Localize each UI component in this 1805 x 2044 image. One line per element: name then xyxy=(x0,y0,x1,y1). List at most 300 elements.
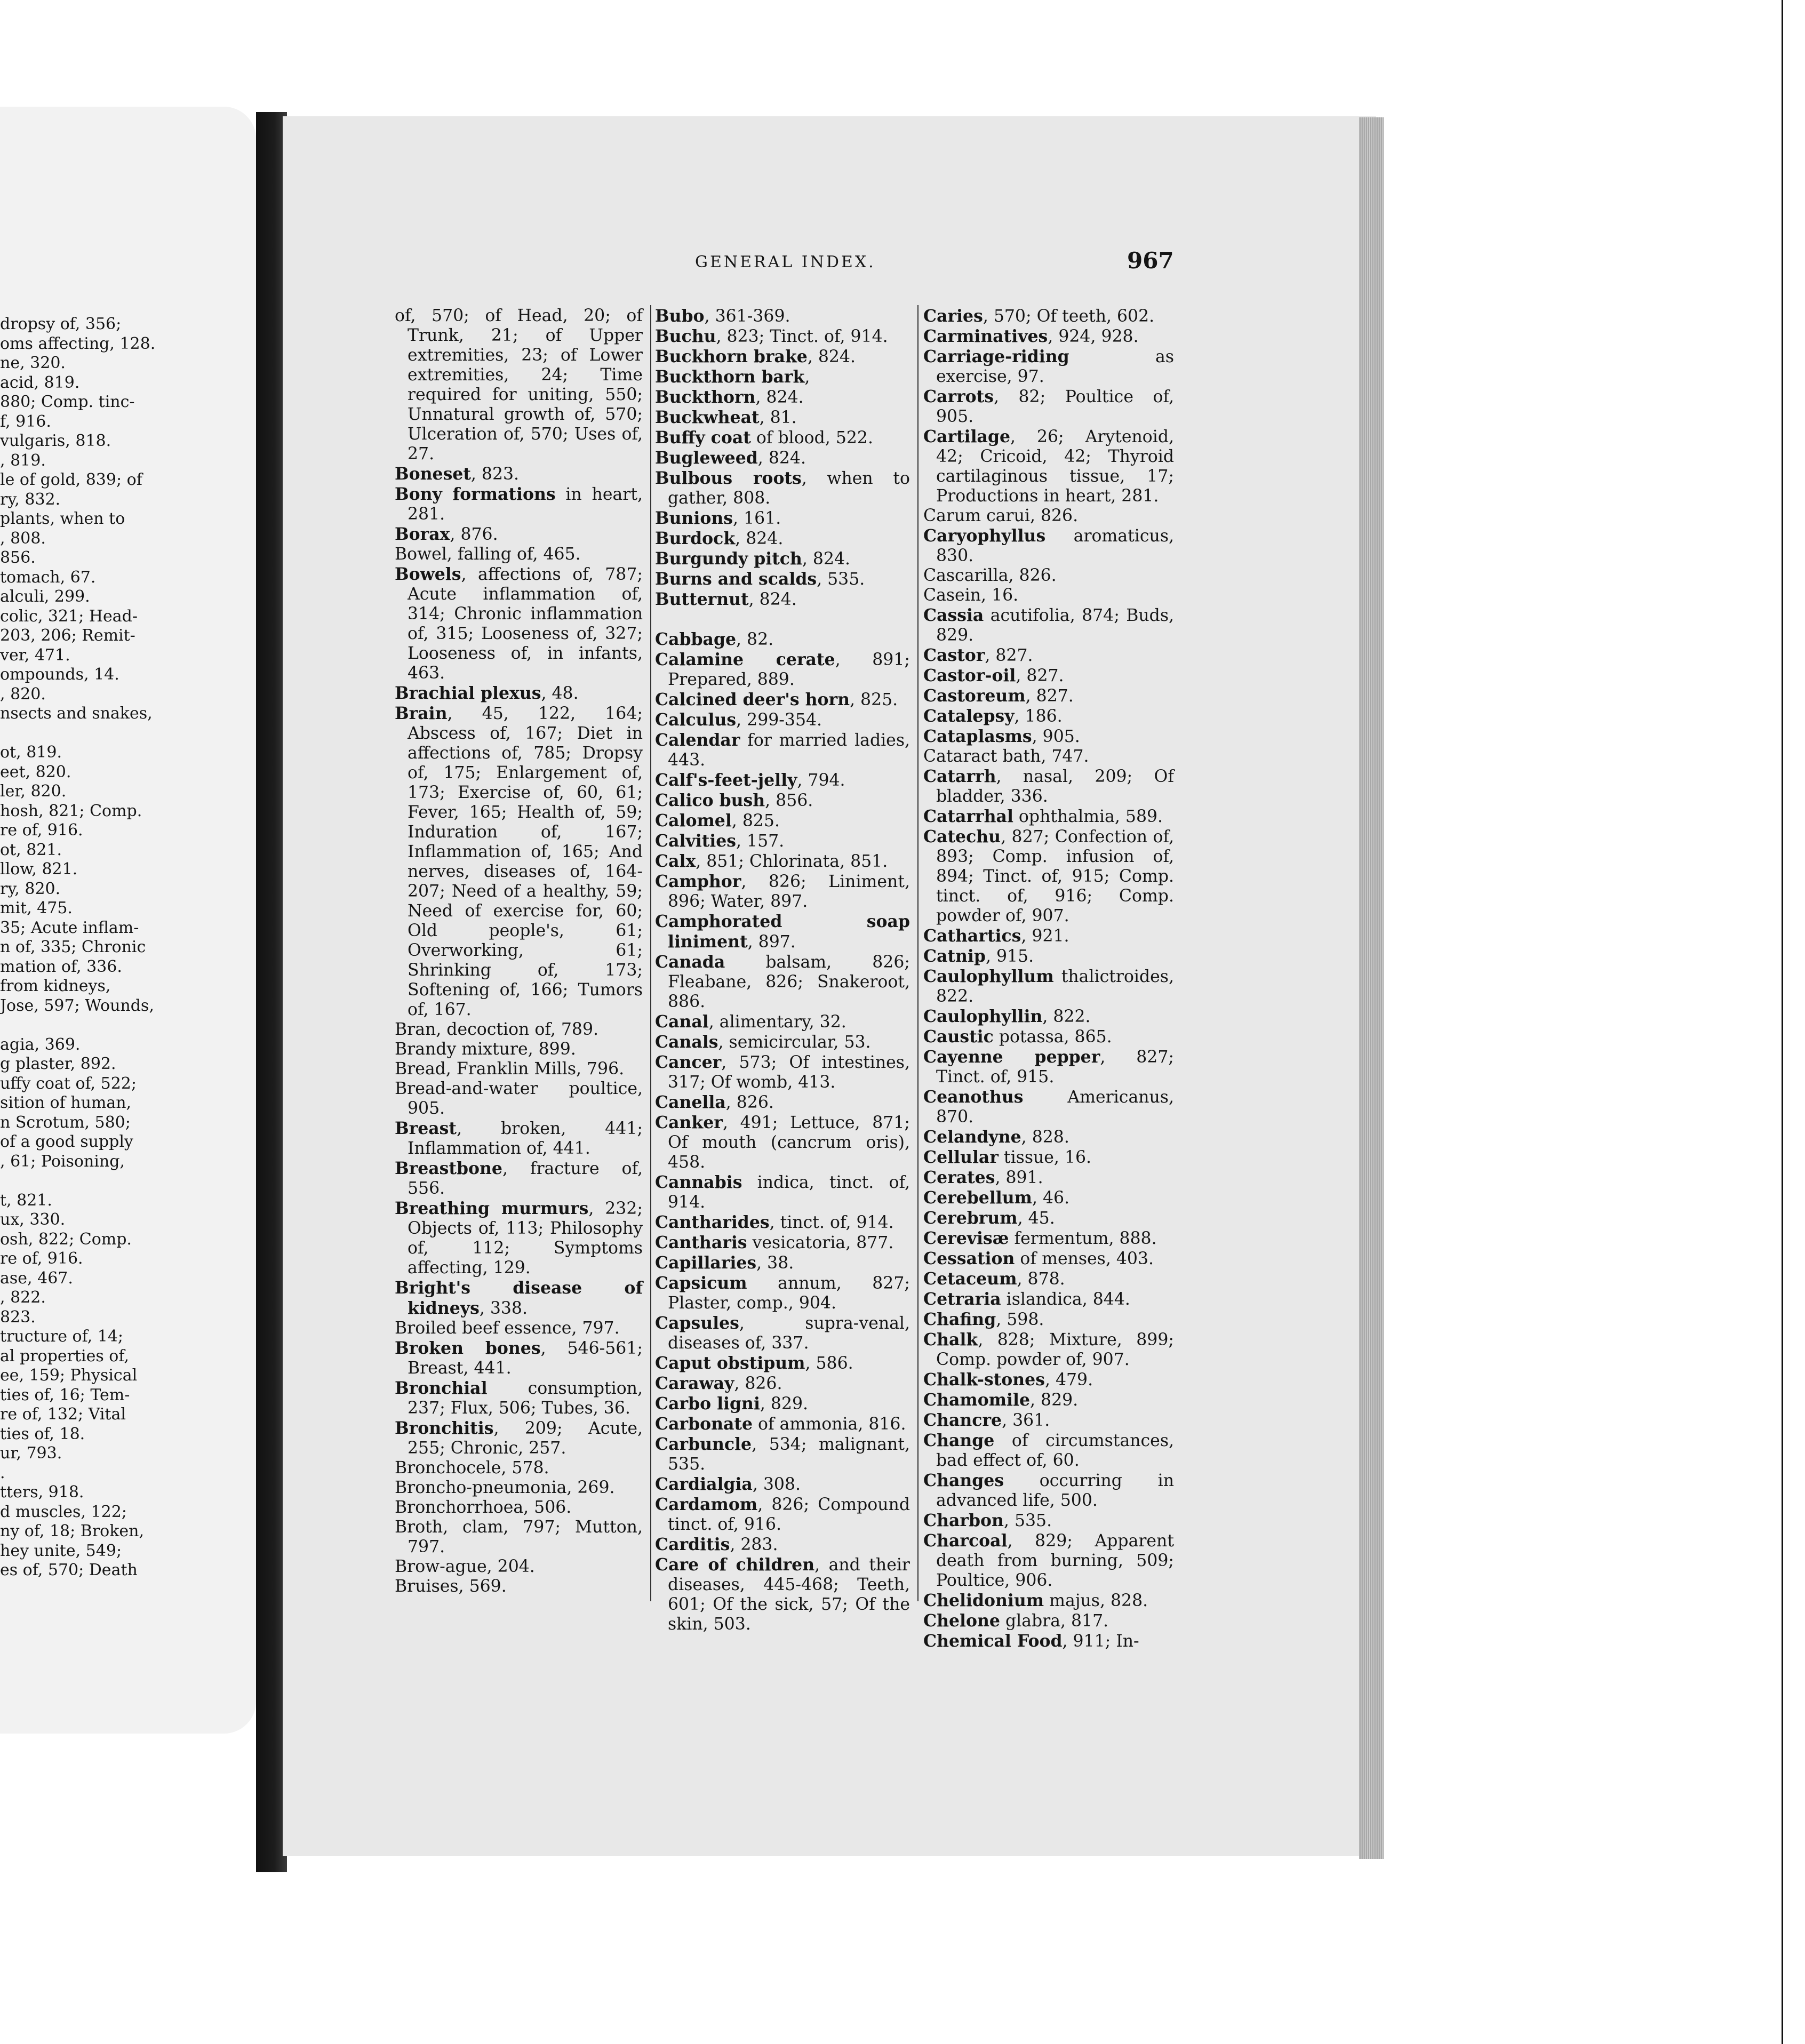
index-references: , 897. xyxy=(747,932,796,952)
index-entry xyxy=(923,1431,1174,1471)
index-entry xyxy=(923,645,1174,666)
index-references: , 161. xyxy=(733,509,781,528)
index-references: Broth, clam, 797; Mutton, 797. xyxy=(395,1518,643,1556)
index-heading: Caryophyllus xyxy=(923,526,1046,546)
index-references: of, 570; of Head, 20; of Trunk, 21; of Upper extremities, 23; of Lower extremities, 24; Time required for uniting, 550; Unnatural growth of, 570; Ulceration of, 570; Uses of, 27. xyxy=(395,306,643,464)
index-heading: Buckwheat xyxy=(655,408,760,427)
index-entry xyxy=(923,666,1174,686)
index-heading: Calomel xyxy=(655,811,732,831)
index-references: , nasal, 209; Of bladder, 336. xyxy=(936,767,1174,806)
index-heading: Catnip xyxy=(923,946,986,966)
index-entry xyxy=(655,1172,910,1212)
index-heading: Burdock xyxy=(655,529,736,548)
left-page-line: re of, 132; Vital xyxy=(0,1405,126,1424)
index-heading: Breathing murmurs xyxy=(395,1199,589,1218)
index-references: , 824. xyxy=(757,449,806,468)
index-references: , 823. xyxy=(470,465,520,484)
index-heading: Calculus xyxy=(655,710,737,730)
index-entry xyxy=(395,1338,643,1378)
index-references: , 828; Mixture, 899; Comp. powder of, 907. xyxy=(936,1330,1174,1369)
left-page-line: , 820. xyxy=(0,684,46,704)
left-page-line: ur, 793. xyxy=(0,1444,62,1463)
index-references: , 546-561; Breast, 441. xyxy=(408,1339,643,1378)
index-references: of menses, 403. xyxy=(1015,1249,1154,1268)
index-entry xyxy=(923,1289,1174,1310)
index-heading: Chafing xyxy=(923,1310,996,1329)
index-heading: Cardamom xyxy=(655,1495,758,1514)
left-page-line: . xyxy=(0,1463,5,1482)
left-page-line: plants, when to xyxy=(0,509,125,528)
left-page-line: ompounds, 14. xyxy=(0,665,119,684)
index-heading: Ceanothus xyxy=(923,1087,1024,1107)
index-heading: Bulbous roots xyxy=(655,468,802,488)
left-page-line: ot, 821. xyxy=(0,840,62,859)
index-heading: Butternut xyxy=(655,589,749,609)
index-references: , 794. xyxy=(797,771,845,790)
left-page-line: ny of, 18; Broken, xyxy=(0,1522,145,1540)
index-references: glabra, 817. xyxy=(1000,1611,1109,1631)
index-references: indica, tinct. of, 914. xyxy=(668,1173,910,1212)
index-references: , fracture of, 556. xyxy=(408,1159,643,1198)
index-references: Americanus, 870. xyxy=(936,1088,1174,1127)
index-references: , 283. xyxy=(730,1535,778,1554)
index-references: , 824. xyxy=(748,590,797,609)
index-references: , 828. xyxy=(1021,1128,1069,1147)
index-references: , 825. xyxy=(731,811,780,831)
index-heading: Care of children xyxy=(655,1555,815,1575)
index-references: , affections of, 787; Acute inflammation of, 314; Chronic inflammation of, 315; Looseness of, 327; Looseness of, in infants, 463. xyxy=(408,565,643,683)
index-references: Cascarilla, 826. xyxy=(923,566,1057,585)
left-page-line: tomach, 67. xyxy=(0,568,96,587)
index-entry xyxy=(655,387,910,408)
index-references: , 48. xyxy=(541,684,579,703)
index-references: potassa, 865. xyxy=(993,1027,1112,1047)
left-page-line: 35; Acute inflam- xyxy=(0,918,139,937)
index-entry xyxy=(655,1555,910,1634)
index-references: , 921. xyxy=(1021,927,1069,946)
left-page-line: sition of human, xyxy=(0,1093,132,1112)
index-entry xyxy=(655,1113,910,1172)
index-entry xyxy=(923,706,1174,726)
index-heading: Bright's disease of kidneys xyxy=(395,1278,643,1318)
index-references: Cataract bath, 747. xyxy=(923,747,1089,766)
index-entry xyxy=(655,508,910,529)
index-heading: Carditis xyxy=(655,1535,730,1554)
left-page-line xyxy=(0,724,176,744)
left-page-text xyxy=(0,315,176,1580)
left-page-line: ase, 467. xyxy=(0,1268,73,1288)
index-references: fermentum, 888. xyxy=(1009,1229,1157,1248)
index-heading: Carbonate xyxy=(655,1414,753,1434)
index-references: , 856. xyxy=(765,791,813,810)
index-references: , 827. xyxy=(1025,686,1074,706)
index-references: , 824. xyxy=(807,347,856,366)
left-page-line: , 808. xyxy=(0,529,46,548)
index-heading: Cetaceum xyxy=(923,1269,1017,1289)
index-heading: Carbo ligni xyxy=(655,1394,760,1414)
left-page-line: vulgaris, 818. xyxy=(0,432,111,450)
left-page-line: mit, 475. xyxy=(0,899,73,917)
index-heading: Bowels xyxy=(395,564,461,584)
index-entry xyxy=(655,448,910,468)
left-page-line: mation of, 336. xyxy=(0,957,122,976)
index-entry xyxy=(395,484,643,524)
index-references: , 829. xyxy=(1030,1391,1079,1410)
left-page-line: , 61; Poisoning, xyxy=(0,1152,125,1171)
index-entry xyxy=(655,347,910,367)
index-heading: Buffy coat xyxy=(655,428,751,448)
index-references: acutifolia, 874; Buds, 829. xyxy=(936,606,1174,645)
index-entry xyxy=(923,1611,1174,1631)
left-page-line: of a good supply xyxy=(0,1132,133,1151)
index-references: , 232; Objects of, 113; Philosophy of, 112; Symptoms affecting, 129. xyxy=(408,1199,643,1278)
index-heading: Caulophyllum xyxy=(923,967,1054,986)
left-page-line: g plaster, 892. xyxy=(0,1055,116,1073)
index-references: , 46. xyxy=(1032,1188,1070,1208)
index-references: , 827. xyxy=(985,646,1033,665)
index-references: majus, 828. xyxy=(1044,1591,1148,1610)
index-references: , 851; Chlorinata, 851. xyxy=(696,852,888,871)
index-references: , 829. xyxy=(760,1394,809,1414)
left-page-line: al properties of, xyxy=(0,1346,129,1366)
index-references: , 361. xyxy=(1002,1411,1050,1430)
index-entry xyxy=(655,1414,910,1434)
index-heading: Castor-oil xyxy=(923,666,1016,685)
index-references: , 491; Lettuce, 871; Of mouth (cancrum oris), 458. xyxy=(668,1113,910,1172)
index-entry xyxy=(923,347,1174,387)
index-heading: Canals xyxy=(655,1032,718,1052)
index-heading: Burgundy pitch xyxy=(655,549,802,569)
left-page-line: ties of, 18. xyxy=(0,1424,85,1443)
index-heading: Changes xyxy=(923,1471,1004,1490)
index-heading: Cerevisæ xyxy=(923,1228,1009,1248)
index-references: , 911; In- xyxy=(1062,1632,1139,1651)
index-heading: Borax xyxy=(395,524,450,544)
left-page-line: ver, 471. xyxy=(0,645,70,665)
index-references: of ammonia, 816. xyxy=(753,1415,906,1434)
index-heading: Boneset xyxy=(395,464,471,484)
index-references: , 829; Apparent death from burning, 509; Poultice, 906. xyxy=(936,1531,1174,1590)
index-entry xyxy=(655,952,910,1012)
index-references: , 361-369. xyxy=(704,307,790,326)
index-heading: Chalk-stones xyxy=(923,1370,1045,1390)
index-entry xyxy=(655,811,910,831)
left-page xyxy=(0,107,256,1734)
index-references: , 308. xyxy=(752,1475,801,1494)
index-heading: Calcined deer's horn xyxy=(655,690,850,709)
left-page-line: hosh, 821; Comp. xyxy=(0,801,142,820)
index-entry xyxy=(655,1012,910,1032)
index-entry xyxy=(395,1199,643,1278)
index-references: , 209; Acute, 255; Chronic, 257. xyxy=(408,1419,643,1458)
index-entry xyxy=(923,946,1174,967)
index-entry xyxy=(655,831,910,851)
index-entry xyxy=(655,710,910,730)
index-entry xyxy=(395,1059,643,1079)
index-entry xyxy=(923,1471,1174,1511)
index-entry xyxy=(923,387,1174,427)
index-entry xyxy=(655,589,910,610)
index-heading: Cabbage xyxy=(655,629,737,649)
index-references: , 338. xyxy=(479,1299,528,1318)
left-page-line: Jose, 597; Wounds, xyxy=(0,996,154,1015)
index-entry xyxy=(395,1020,643,1040)
index-references: , 822. xyxy=(1042,1007,1091,1026)
index-heading: Carbuncle xyxy=(655,1434,752,1454)
left-page-line: , 819. xyxy=(0,451,46,470)
index-references: Bronchocele, 578. xyxy=(395,1458,549,1478)
index-references: , 534; malignant, 535. xyxy=(668,1435,910,1474)
index-heading: Burns and scalds xyxy=(655,569,817,589)
index-heading: Chalk xyxy=(923,1330,978,1350)
left-page-line xyxy=(0,1016,176,1035)
index-heading: Buckthorn xyxy=(655,387,756,407)
index-references: Carum carui, 826. xyxy=(923,506,1079,525)
index-references: , and their diseases, 445-468; Teeth, 601; Of the sick, 57; Of the skin, 503. xyxy=(668,1555,910,1634)
index-heading: Cancer xyxy=(655,1052,722,1072)
index-references: , 827; Tinct. of, 915. xyxy=(936,1048,1174,1087)
left-page-line: t, 821. xyxy=(0,1191,52,1210)
index-references: Bruises, 569. xyxy=(395,1577,507,1596)
index-heading: Cantharides xyxy=(655,1212,770,1232)
index-entry xyxy=(395,1159,643,1199)
index-entry xyxy=(923,1047,1174,1087)
index-entry xyxy=(923,766,1174,807)
index-heading: Calf's-feet-jelly xyxy=(655,770,797,790)
index-references: , 905. xyxy=(1032,727,1080,746)
index-heading: Catarrhal xyxy=(923,807,1013,826)
index-entry xyxy=(923,1531,1174,1591)
index-entry xyxy=(923,1208,1174,1228)
index-heading: Brain xyxy=(395,704,448,723)
index-column-1 xyxy=(395,306,643,1596)
index-entry xyxy=(655,872,910,912)
index-heading: Buckhorn brake xyxy=(655,347,808,366)
left-page-line: ne, 320. xyxy=(0,354,66,372)
index-entry xyxy=(923,686,1174,706)
index-entry xyxy=(923,1390,1174,1410)
index-entry xyxy=(923,506,1174,526)
index-heading: Calico bush xyxy=(655,791,765,810)
left-page-line: es of, 570; Death xyxy=(0,1561,138,1579)
index-heading: Cataplasms xyxy=(923,726,1032,746)
index-heading: Calendar xyxy=(655,730,740,750)
index-entry xyxy=(395,545,643,564)
left-page-line: 203, 206; Remit- xyxy=(0,626,135,645)
left-page-line: llow, 821. xyxy=(0,860,78,879)
left-page-line: n Scrotum, 580; xyxy=(0,1113,131,1132)
index-entry xyxy=(655,1353,910,1374)
index-references: of blood, 522. xyxy=(750,428,873,448)
index-references: in heart, 281. xyxy=(408,485,643,524)
index-entry xyxy=(923,1127,1174,1147)
index-entry xyxy=(655,1052,910,1092)
left-page-line: re of, 916. xyxy=(0,821,83,840)
left-page-line: le of gold, 839; of xyxy=(0,470,142,489)
left-page-line: 823. xyxy=(0,1307,36,1327)
index-heading: Caraway xyxy=(655,1374,734,1393)
section-gap xyxy=(655,610,910,629)
index-entry xyxy=(923,967,1174,1007)
index-entry xyxy=(655,1212,910,1233)
index-references: Bread, Franklin Mills, 796. xyxy=(395,1059,625,1079)
index-column-3 xyxy=(923,306,1174,1651)
index-references: , 479. xyxy=(1044,1370,1093,1390)
left-page-line: re of, 916. xyxy=(0,1249,83,1268)
index-heading: Celandyne xyxy=(923,1127,1021,1147)
index-references: , 535. xyxy=(817,570,865,589)
index-heading: Catalepsy xyxy=(923,706,1015,726)
index-entry xyxy=(655,1434,910,1474)
left-page-line: alculi, 299. xyxy=(0,587,90,606)
index-references: Brow-ague, 204. xyxy=(395,1557,535,1576)
index-entry xyxy=(395,306,643,464)
column-rule xyxy=(650,305,651,1601)
left-page-line: eet, 820. xyxy=(0,762,71,781)
index-entry xyxy=(395,1418,643,1458)
index-references: , 38. xyxy=(756,1253,794,1273)
left-page-line: ry, 832. xyxy=(0,490,61,509)
index-entry xyxy=(395,1458,643,1478)
index-references: of circumstances, bad effect of, 60. xyxy=(936,1431,1174,1470)
left-page-line: ee, 159; Physical xyxy=(0,1366,138,1385)
left-page-line: d muscles, 122; xyxy=(0,1502,127,1521)
index-entry xyxy=(655,730,910,770)
index-heading: Broken bones xyxy=(395,1338,541,1358)
index-entry xyxy=(923,807,1174,827)
index-heading: Catechu xyxy=(923,827,1001,847)
index-heading: Caustic xyxy=(923,1027,994,1047)
left-page-line: hey unite, 549; xyxy=(0,1541,122,1560)
index-references: , 826. xyxy=(725,1093,774,1112)
index-column-2 xyxy=(655,306,910,1634)
left-page-line: tructure of, 14; xyxy=(0,1327,123,1346)
left-page-line: osh, 822; Comp. xyxy=(0,1229,132,1249)
index-entry xyxy=(395,564,643,683)
index-entry xyxy=(655,1535,910,1555)
index-entry xyxy=(923,427,1174,506)
left-page-line: tters, 918. xyxy=(0,1483,84,1502)
index-entry xyxy=(655,529,910,549)
index-entry xyxy=(395,464,643,484)
index-heading: Calamine cerate xyxy=(655,650,835,669)
index-references: Casein, 16. xyxy=(923,586,1019,605)
index-heading: Caulophyllin xyxy=(923,1007,1043,1026)
index-entry xyxy=(655,912,910,952)
index-entry xyxy=(923,926,1174,946)
index-references: , 26; Arytenoid, 42; Cricoid, 42; Thyroid cartilaginous tissue, 17; Productions in heart, 281. xyxy=(936,427,1174,506)
index-references: , 827. xyxy=(1016,666,1064,685)
index-heading: Chamomile xyxy=(923,1390,1031,1410)
index-entry xyxy=(395,1040,643,1059)
index-heading: Cerebellum xyxy=(923,1188,1032,1208)
index-entry xyxy=(395,1119,643,1159)
index-entry xyxy=(923,1147,1174,1168)
index-references: Bran, decoction of, 789. xyxy=(395,1020,599,1039)
index-entry xyxy=(923,1228,1174,1249)
index-heading: Buchu xyxy=(655,326,716,346)
index-entry xyxy=(923,1330,1174,1370)
index-entry xyxy=(655,367,910,387)
index-entry xyxy=(655,569,910,589)
index-heading: Bony formations xyxy=(395,484,556,504)
index-references: annum, 827; Plaster, comp., 904. xyxy=(668,1274,910,1313)
index-references: , broken, 441; Inflammation of, 441. xyxy=(408,1119,643,1158)
left-page-line: ot, 819. xyxy=(0,743,62,762)
index-references: , alimentary, 32. xyxy=(708,1012,846,1032)
index-entry xyxy=(655,1495,910,1535)
index-entry xyxy=(655,1474,910,1495)
index-heading: Canker xyxy=(655,1113,723,1132)
index-references: ophthalmia, 589. xyxy=(1013,807,1163,826)
index-heading: Cerates xyxy=(923,1168,995,1187)
index-heading: Capsules xyxy=(655,1313,739,1333)
left-page-line: n of, 335; Chronic xyxy=(0,938,146,956)
index-references: balsam, 826; Fleabane, 826; Snakeroot, 886. xyxy=(668,953,910,1011)
index-references: vesicatoria, 877. xyxy=(747,1233,894,1252)
index-references: islandica, 844. xyxy=(1001,1290,1130,1309)
scan-border xyxy=(1782,0,1783,2044)
index-heading: Camphorated soap liniment xyxy=(655,912,910,952)
index-references: , 876. xyxy=(450,525,498,544)
index-entry xyxy=(923,1168,1174,1188)
index-entry xyxy=(923,586,1174,605)
index-heading: Change xyxy=(923,1431,995,1450)
index-heading: Calvities xyxy=(655,831,737,851)
index-references: , 45, 122, 164; Abscess of, 167; Diet in affections of, 785; Dropsy of, 175; Enlargement of, 173; Exercise of, 60, 61; Fever, 165; Health of, 59; Induration of, 167; Inflammation of, 165; And nerves, diseases of, 164-207; Need of a healthy, 59; Need of exercise for, 60; Old people's, 61; Overworking, 61; Shrinking of, 173; Softening of, 166; Tumors of, 167. xyxy=(408,704,643,1019)
left-page-line: 856. xyxy=(0,548,36,567)
index-entry xyxy=(923,1087,1174,1127)
index-entry xyxy=(655,549,910,569)
index-heading: Capsicum xyxy=(655,1273,747,1293)
index-entry xyxy=(395,1518,643,1557)
index-references: , 824. xyxy=(802,549,851,569)
index-heading: Bubo xyxy=(655,306,705,326)
index-entry xyxy=(923,1188,1174,1208)
index-heading: Cardialgia xyxy=(655,1474,753,1494)
left-page-line: f, 916. xyxy=(0,412,51,431)
running-head: GENERAL INDEX. xyxy=(695,253,876,272)
left-page-line: agia, 369. xyxy=(0,1035,81,1054)
index-entry xyxy=(655,650,910,690)
index-references: , 570; Of teeth, 602. xyxy=(983,307,1155,326)
left-page-line: ux, 330. xyxy=(0,1210,66,1229)
index-heading: Charcoal xyxy=(923,1531,1008,1551)
index-heading: Canada xyxy=(655,952,725,972)
index-references: for married ladies, 443. xyxy=(668,731,910,770)
index-entry xyxy=(923,1007,1174,1027)
index-heading: Bugleweed xyxy=(655,448,758,468)
index-references: , 573; Of intestines, 317; Of womb, 413. xyxy=(668,1053,910,1092)
index-entry xyxy=(395,524,643,545)
index-references: , 186. xyxy=(1014,707,1063,726)
index-entry xyxy=(395,704,643,1020)
index-entry xyxy=(923,1410,1174,1431)
index-references: , 824. xyxy=(735,529,784,548)
index-entry xyxy=(655,306,910,326)
index-entry xyxy=(655,428,910,448)
index-references: as exercise, 97. xyxy=(936,347,1174,386)
index-references: Bronchorrhoea, 506. xyxy=(395,1498,572,1517)
left-page-line: , 822. xyxy=(0,1288,46,1307)
left-page-line xyxy=(0,1171,176,1191)
index-heading: Castoreum xyxy=(923,686,1026,706)
index-references: Broncho-pneumonia, 269. xyxy=(395,1478,615,1497)
index-heading: Camphor xyxy=(655,872,741,891)
index-references: Bread-and-water poultice, 905. xyxy=(395,1079,643,1118)
left-page-line: uffy coat of, 522; xyxy=(0,1074,137,1093)
index-heading: Cathartics xyxy=(923,926,1021,946)
